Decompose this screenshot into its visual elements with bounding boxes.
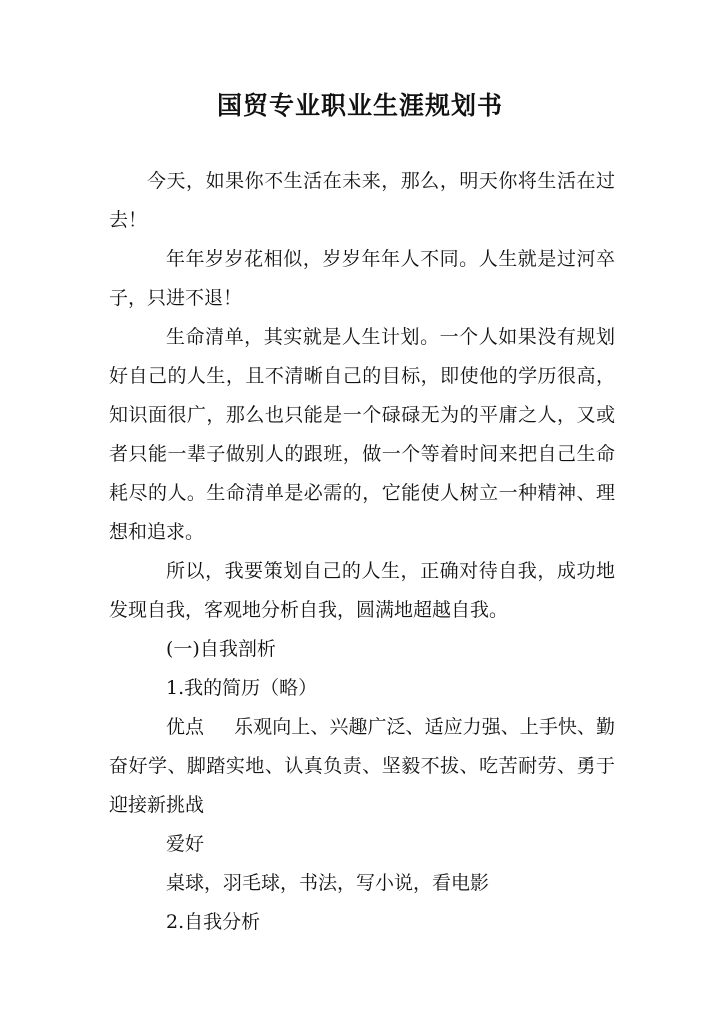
strengths-label: 优点 xyxy=(166,716,205,738)
hobbies-label: 爱好 xyxy=(166,833,205,855)
section-heading-self-analysis: (一)自我剖析 xyxy=(166,638,276,660)
paragraph-future: 今天，如果你不生活在未来，那么，明天你将生活在过去！ xyxy=(109,170,615,231)
item-self-analysis: 2.自我分析 xyxy=(166,911,261,933)
document-body xyxy=(109,162,615,942)
strengths-text: 乐观向上、兴趣广泛、适应力强、上手快、勤奋好学、脚踏实地、认真负责、坚毅不拔、吃苦耐劳、勇于迎接新挑战 xyxy=(109,716,615,816)
paragraph-life-pawn: 年年岁岁花相似，岁岁年年人不同。人生就是过河卒子，只进不退！ xyxy=(109,248,615,309)
paragraph-life-list: 生命清单，其实就是人生计划。一个人如果没有规划好自己的人生，且不清晰自己的目标，即使他的学历很高，知识面很广，那么也只能是一个碌碌无为的平庸之人，又或者只能一辈子做别人的跟班，做一个等着时间来把自己生命耗尽的人。生命清单是必需的，它能使人树立一种精神、理想和追求。 xyxy=(109,326,615,543)
item-resume: 1.我的简历（略） xyxy=(166,677,318,699)
paragraph-plan-self: 所以，我要策划自己的人生，正确对待自我，成功地发现自我，客观地分析自我，圆满地超越自我。 xyxy=(109,560,615,621)
document-title: 国贸专业职业生涯规划书 xyxy=(216,91,503,120)
hobbies-text: 桌球，羽毛球，书法，写小说，看电影 xyxy=(166,872,490,894)
strengths-paragraph xyxy=(109,708,615,825)
